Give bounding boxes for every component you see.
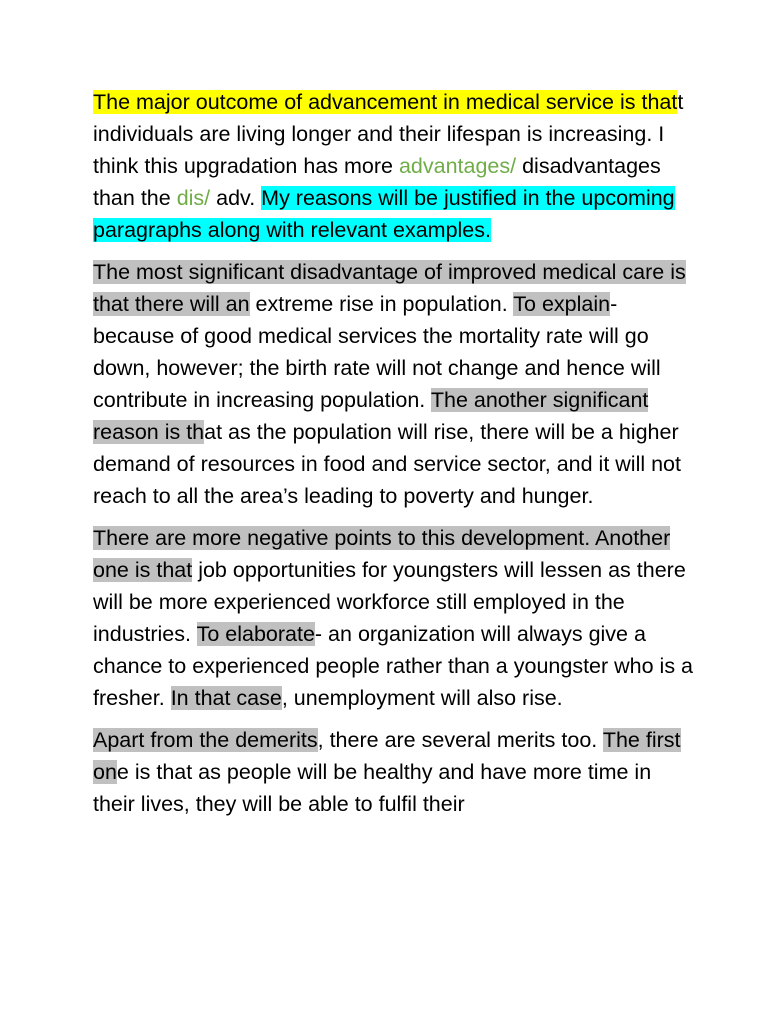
text-segment: dis/ [176,186,211,210]
text-segment: at as the population will rise, there will be a higher demand of resources in food and service sector, and it will not reach to all the area’s leading to poverty and hunger. [93,420,681,508]
text-segment: - because of good medical services the mortality rate will go down, however; the birth rate will not change and hence will contribute in increasing population. [93,292,661,412]
text-segment: The first on [93,728,681,784]
paragraph-introduction [93,86,693,246]
text-segment: disadvantages than the [93,154,661,210]
document-page [93,86,693,830]
text-segment: extreme rise in population. [249,292,514,316]
text-segment: There are more negative points to this development. Another one is that [93,526,671,582]
text-segment: advantages/ [398,154,517,178]
text-segment: The major outcome of advancement in medical service is that [93,90,678,114]
text-segment: job opportunities for youngsters will lessen as there will be more experienced workforce still employed in the industries. [93,558,686,646]
text-segment: In that case [170,686,282,710]
text-segment: , unemployment will also rise. [281,686,563,710]
text-segment: The most significant disadvantage of improved medical care is that there will an [93,260,686,316]
text-segment: My reasons will be justified in the upcoming paragraphs along with relevant examples. [93,186,675,242]
text-segment: To elaborate [196,622,315,646]
paragraph-body-2 [93,522,693,714]
text-segment: - an organization will always give a chance to experienced people rather than a youngster who is a fresher. [93,622,694,710]
text-segment: , there are several merits too. [317,728,603,752]
text-segment: e is that as people will be healthy and have more time in their lives, they will be able to fulfil their [93,760,652,816]
text-segment: Apart from the demerits [93,728,318,752]
paragraph-body-1 [93,256,693,512]
text-segment: To explain [513,292,611,316]
text-segment: The another significant reason is th [93,388,649,444]
paragraph-body-3 [93,724,693,820]
text-segment: t individuals are living longer and their lifespan is increasing. I think this upgradation has more [93,90,684,178]
text-segment: adv. [210,186,262,210]
